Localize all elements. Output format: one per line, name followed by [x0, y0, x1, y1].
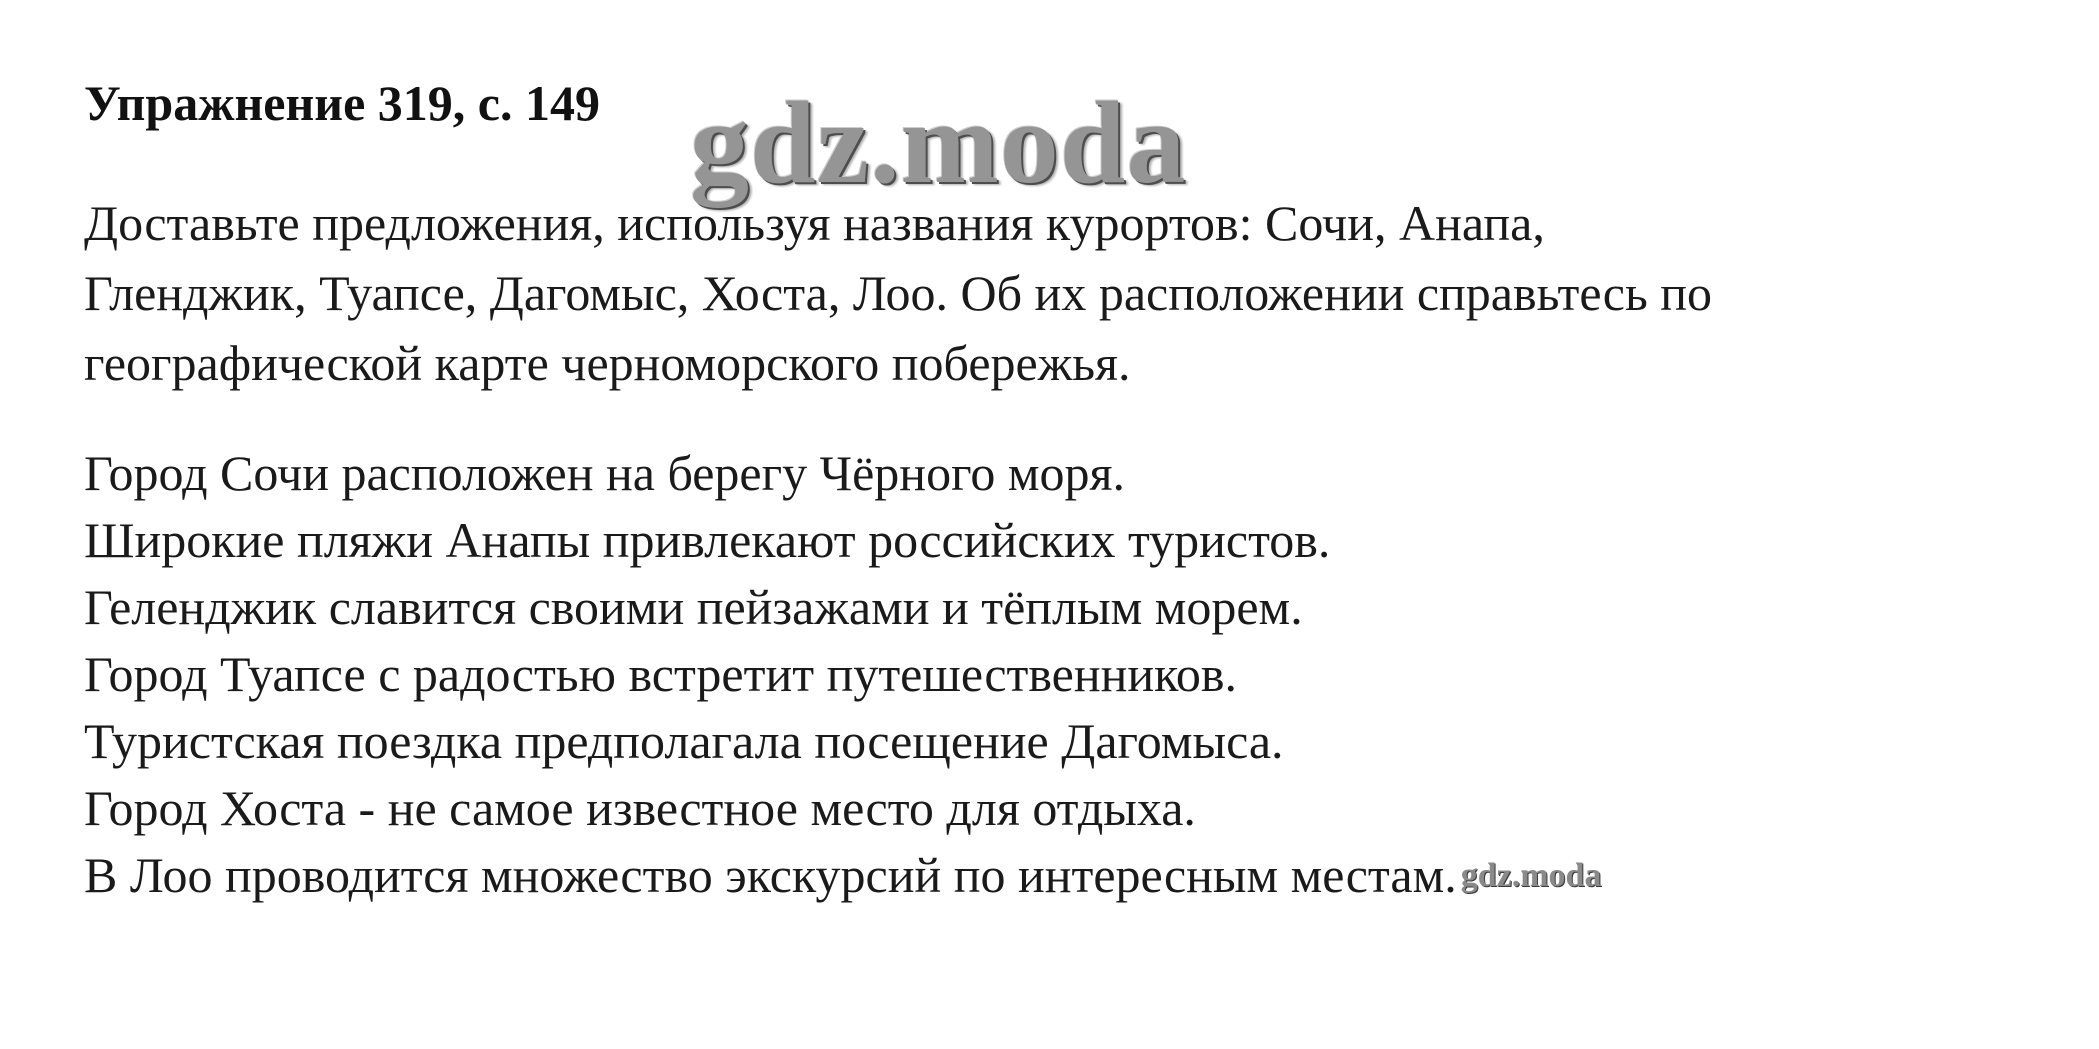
watermark-small-logo: gdz.moda [1460, 857, 1602, 894]
task-line: Гленджик, Туапсе, Дагомыс, Хоста, Лоо. Об их расположении справьтесь по [84, 265, 1713, 321]
answer-line: Геленджик славится своими пейзажами и тёплым морем. [84, 579, 1303, 635]
answer-list [84, 440, 2044, 909]
exercise-title: Упражнение 319, с. 149 [84, 75, 600, 131]
answer-line: Город Туапсе с радостью встретит путешественников. [84, 646, 1238, 702]
answer-line: Город Сочи расположен на берегу Чёрного моря. [84, 445, 1125, 501]
answer-line: Туристская поездка предполагала посещение Дагомыса. [84, 713, 1284, 769]
answer-line-text: В Лоо проводится множество экскурсий по интересным местам. [84, 847, 1457, 903]
answer-line: Город Хоста - не самое известное место для отдыха. [84, 780, 1196, 836]
task-line: Доставьте предложения, используя названия курортов: Сочи, Анапа, [84, 195, 1545, 251]
watermark-logo: gdz.moda [690, 77, 1187, 208]
task-text [84, 188, 2044, 398]
task-line: географической карте черноморского побережья. [84, 335, 1131, 391]
answer-line-last [84, 842, 2044, 909]
answer-line: Широкие пляжи Анапы привлекают российских туристов. [84, 512, 1331, 568]
